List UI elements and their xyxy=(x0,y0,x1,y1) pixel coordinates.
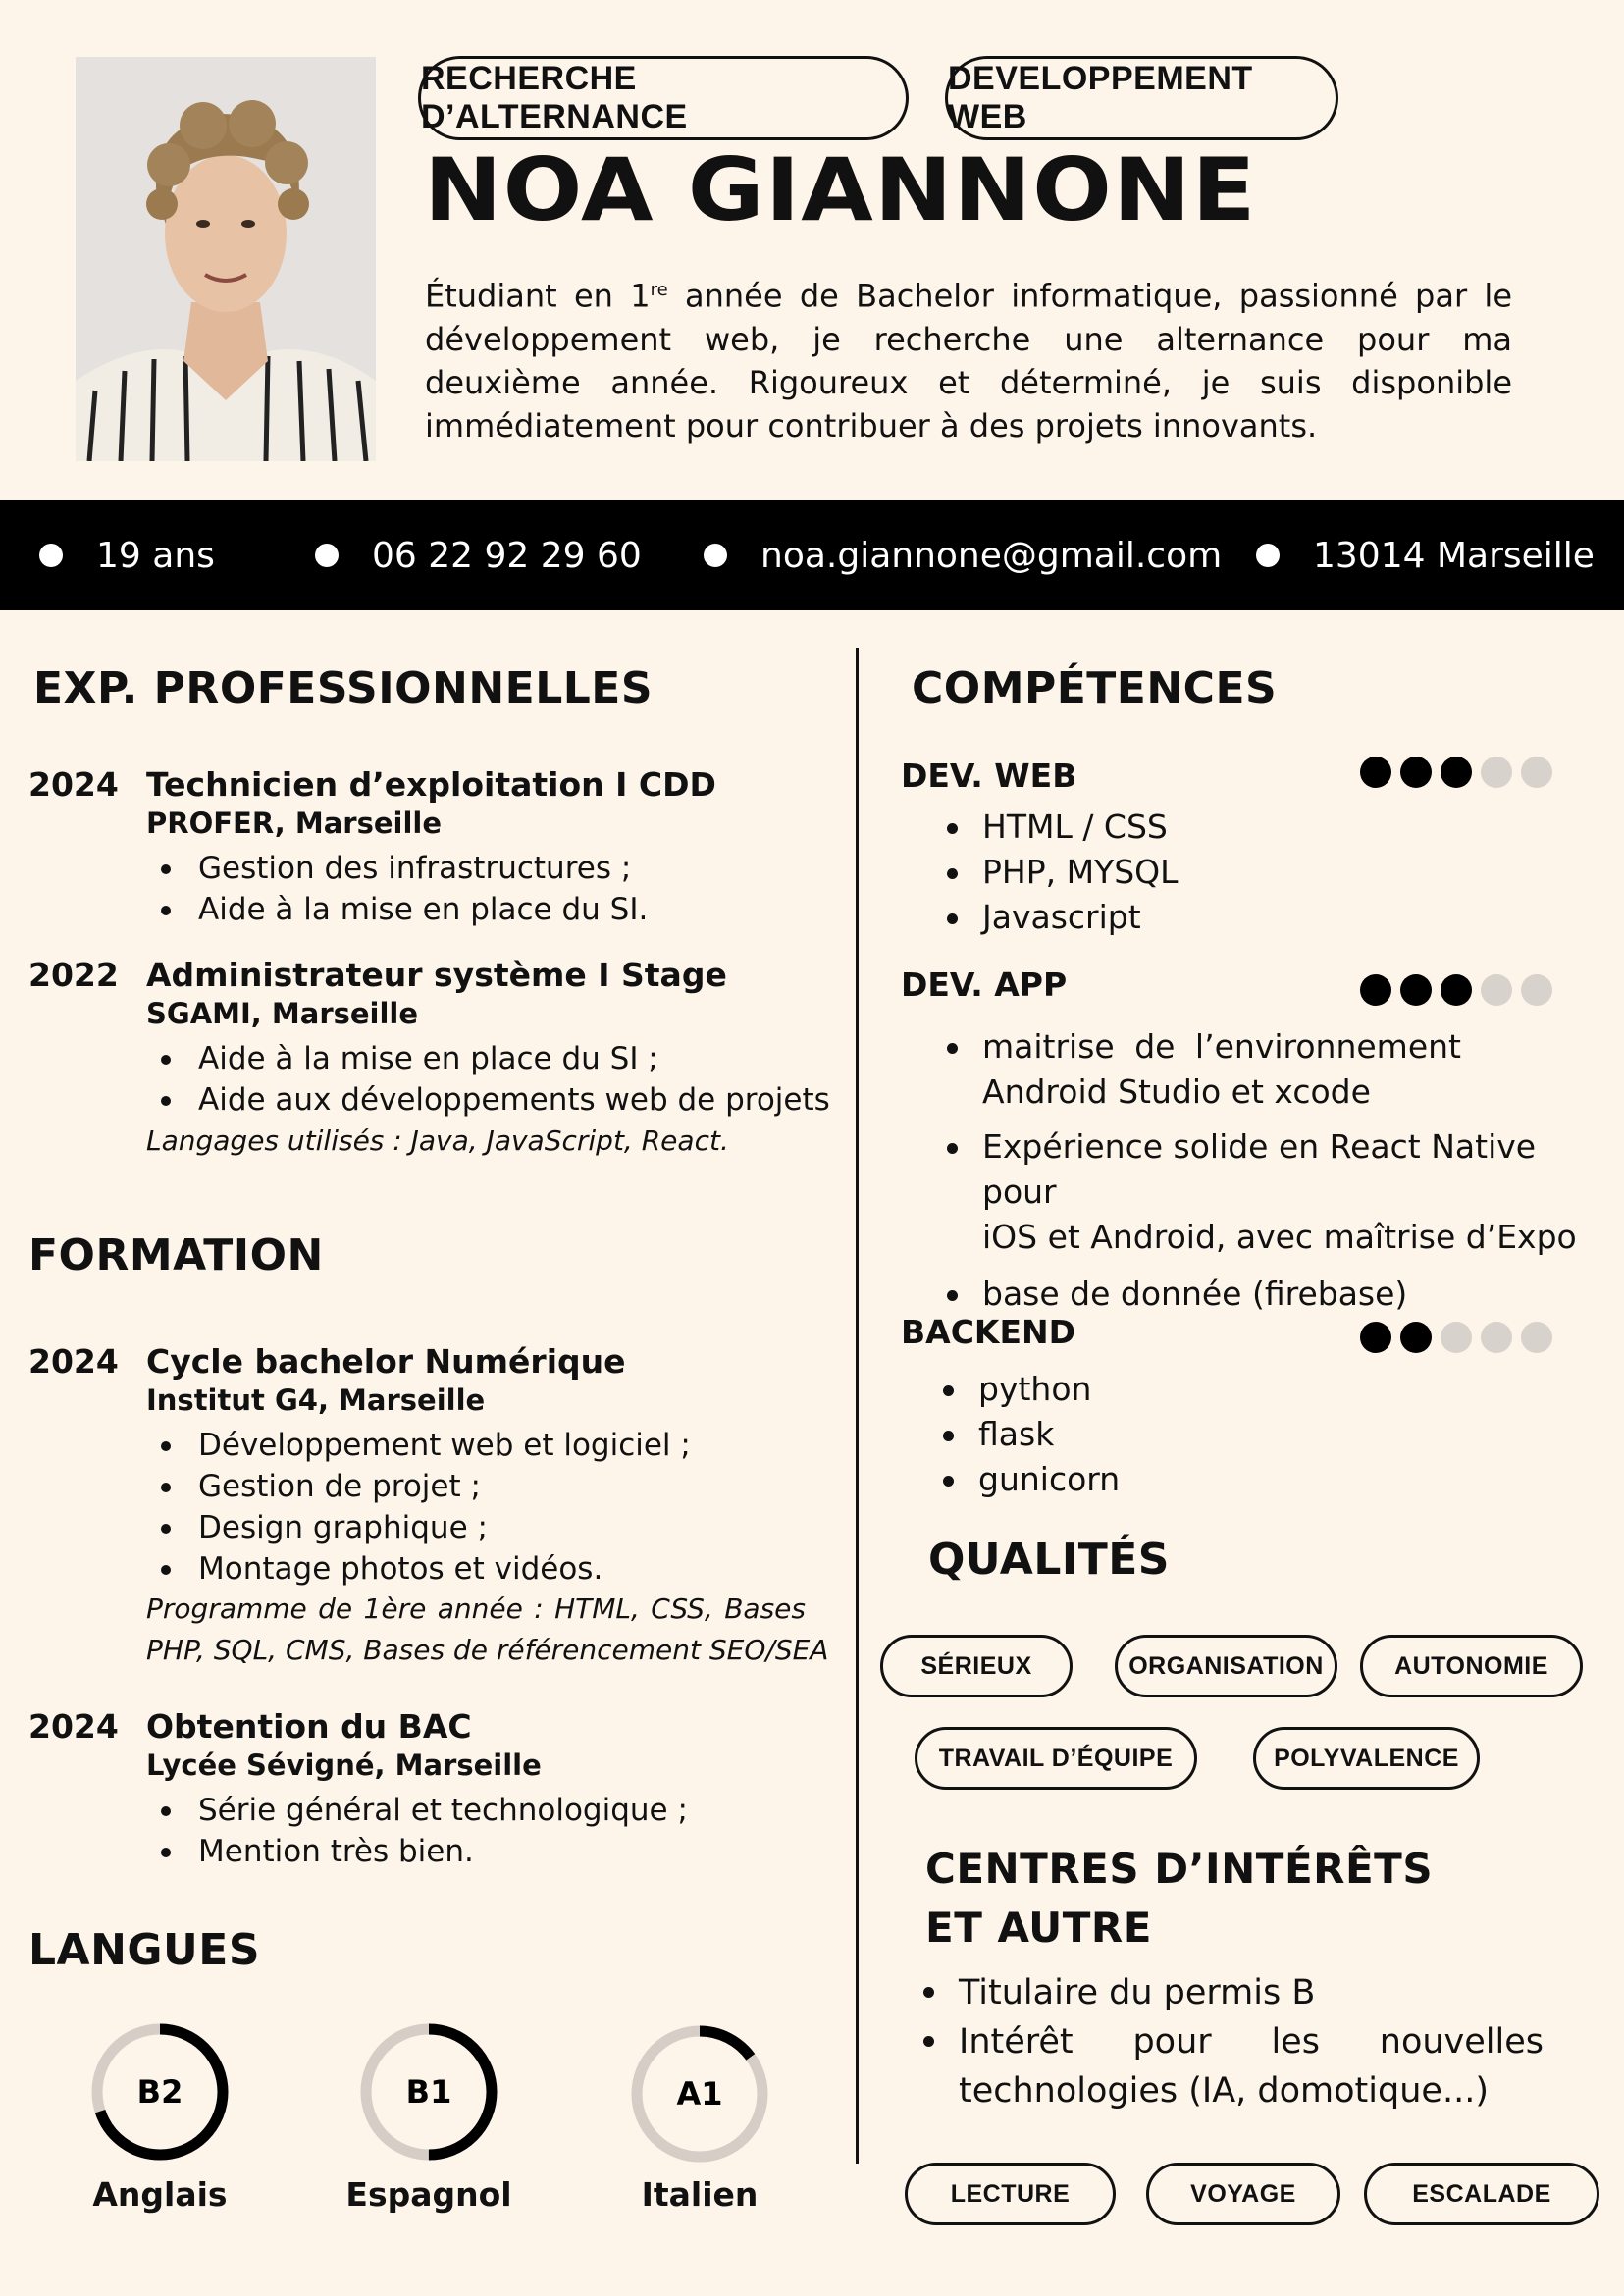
tag-developpement-web: DEVELOPPEMENT WEB xyxy=(945,56,1338,140)
bullet-dot-icon xyxy=(39,544,63,567)
formation-title: Cycle bachelor Numérique xyxy=(146,1342,626,1381)
exp-year: 2024 xyxy=(28,765,119,804)
section-title-qualites: QUALITÉS xyxy=(928,1535,1170,1585)
section-title-formation: FORMATION xyxy=(28,1230,324,1280)
candidate-name: NOA GIANNONE xyxy=(424,139,1257,240)
section-title-competences: COMPÉTENCES xyxy=(912,663,1278,713)
level-dot-filled xyxy=(1400,757,1432,788)
section-title-langues: LANGUES xyxy=(28,1925,261,1975)
language-ring xyxy=(355,2018,502,2166)
formation-note: PHP, SQL, CMS, Bases de référencement SEO/SEA xyxy=(146,1634,829,1666)
exp-note: Langages utilisés : Java, JavaScript, React. xyxy=(146,1124,729,1157)
skill-level-dots xyxy=(1360,974,1552,1006)
skill-list xyxy=(939,1367,1120,1502)
list-item: Titulaire du permis B xyxy=(919,1968,1544,2017)
language-name: Anglais xyxy=(92,2175,228,2214)
contact-phone[interactable]: 06 22 92 29 60 xyxy=(315,500,642,610)
language-gauge xyxy=(86,2018,234,2166)
interest-tag: ESCALADE xyxy=(1364,2163,1599,2225)
bullet-dot-icon xyxy=(1256,544,1280,567)
level-dot-filled xyxy=(1360,757,1391,788)
formation-school: Institut G4, Marseille xyxy=(146,1383,486,1417)
skill-level-dots xyxy=(1360,1322,1552,1353)
column-divider xyxy=(856,648,859,2164)
formation-year: 2024 xyxy=(28,1342,119,1381)
exp-org: SGAMI, Marseille xyxy=(146,997,419,1030)
level-dot-empty xyxy=(1441,1322,1472,1353)
level-dot-empty xyxy=(1521,974,1552,1006)
skill-group-title: BACKEND xyxy=(901,1313,1076,1351)
level-dot-empty xyxy=(1481,974,1512,1006)
level-dot-filled xyxy=(1400,1322,1432,1353)
contact-city: 13014 Marseille xyxy=(1256,500,1595,610)
skill-list xyxy=(943,805,1179,940)
exp-bullets xyxy=(147,1038,830,1121)
level-dot-filled xyxy=(1441,974,1472,1006)
profile-photo xyxy=(76,57,376,461)
level-dot-empty xyxy=(1521,757,1552,788)
quality-tag: POLYVALENCE xyxy=(1253,1727,1480,1790)
level-dot-empty xyxy=(1481,757,1512,788)
formation-year: 2024 xyxy=(28,1707,119,1746)
level-dot-filled xyxy=(1360,1322,1391,1353)
section-title-interets-2: ET AUTRE xyxy=(925,1904,1152,1952)
language-name: Italien xyxy=(641,2175,759,2214)
contact-age: 19 ans xyxy=(39,500,215,610)
contact-email[interactable]: noa.giannone@gmail.com xyxy=(704,500,1222,610)
list-item: python xyxy=(939,1367,1120,1412)
skill-level-dots xyxy=(1360,757,1552,788)
list-item: Expérience solide en React Native pour iOS et Android, avec maîtrise d’Expo xyxy=(943,1124,1610,1260)
language-name: Espagnol xyxy=(345,2175,512,2214)
list-item: gunicorn xyxy=(939,1457,1120,1502)
list-item: Montage photos et vidéos. xyxy=(147,1548,691,1590)
exp-org: PROFER, Marseille xyxy=(146,807,442,840)
tag-alternance: RECHERCHE D’ALTERNANCE xyxy=(418,56,909,140)
section-title-experience: EXP. PROFESSIONNELLES xyxy=(33,663,654,713)
interest-list xyxy=(919,1968,1544,2115)
formation-note: Programme de 1ère année : HTML, CSS, Bases xyxy=(146,1592,806,1625)
list-item: base de donnée (firebase) xyxy=(943,1272,1610,1317)
skill-list xyxy=(943,1024,1610,1317)
list-item: PHP, MYSQL xyxy=(943,850,1179,895)
interest-tag: VOYAGE xyxy=(1146,2163,1340,2225)
language-gauge xyxy=(626,2020,773,2167)
contact-bar xyxy=(0,500,1624,610)
list-item: maitrise de l’environnement Android Studio et xcode xyxy=(943,1024,1610,1115)
formation-title: Obtention du BAC xyxy=(146,1707,472,1746)
list-item: HTML / CSS xyxy=(943,805,1179,850)
quality-tag: SÉRIEUX xyxy=(880,1635,1073,1697)
language-level: A1 xyxy=(676,2075,723,2113)
list-item: Design graphique ; xyxy=(147,1507,691,1548)
skill-group-title: DEV. APP xyxy=(901,965,1068,1004)
level-dot-empty xyxy=(1481,1322,1512,1353)
language-gauge xyxy=(355,2018,502,2166)
language-ring xyxy=(86,2018,234,2166)
list-item: technologies (IA, domotique...) xyxy=(959,2071,1489,2111)
list-item: Développement web et logiciel ; xyxy=(147,1425,691,1466)
quality-tag: TRAVAIL D’ÉQUIPE xyxy=(915,1727,1197,1790)
list-item: Aide à la mise en place du SI. xyxy=(147,889,648,930)
exp-bullets xyxy=(147,848,648,930)
list-item: Aide à la mise en place du SI ; xyxy=(147,1038,830,1079)
level-dot-filled xyxy=(1360,974,1391,1006)
language-level: B2 xyxy=(136,2073,183,2111)
list-item: flask xyxy=(939,1412,1120,1457)
skill-group-title: DEV. WEB xyxy=(901,757,1077,795)
list-item: Aide aux développements web de projets xyxy=(147,1079,830,1121)
level-dot-filled xyxy=(1400,974,1432,1006)
exp-role: Technicien d’exploitation I CDD xyxy=(146,765,716,804)
interest-tag: LECTURE xyxy=(905,2163,1116,2225)
list-item: Série général et technologique ; xyxy=(147,1790,688,1831)
section-title-interets: CENTRES D’INTÉRÊTS xyxy=(925,1845,1434,1893)
quality-tag: AUTONOMIE xyxy=(1360,1635,1583,1697)
exp-role: Administrateur système I Stage xyxy=(146,956,727,994)
level-dot-empty xyxy=(1521,1322,1552,1353)
language-ring xyxy=(626,2020,773,2167)
formation-bullets xyxy=(147,1790,688,1872)
list-item: Mention très bien. xyxy=(147,1831,688,1872)
exp-year: 2022 xyxy=(28,956,119,994)
bullet-dot-icon xyxy=(704,544,727,567)
formation-school: Lycée Sévigné, Marseille xyxy=(146,1748,542,1782)
list-item: Gestion des infrastructures ; xyxy=(147,848,648,889)
bullet-dot-icon xyxy=(315,544,339,567)
intro-text: Étudiant en 1re année de Bachelor informatique, passionné par le développement web, je recherche une alternance pour ma deuxième année. Rigoureux et déterminé, je suis disponible immédiatement pour contribuer à des projets innovants. xyxy=(425,277,1512,444)
language-level: B1 xyxy=(405,2073,452,2111)
level-dot-filled xyxy=(1441,757,1472,788)
list-item: Gestion de projet ; xyxy=(147,1466,691,1507)
formation-bullets xyxy=(147,1425,691,1590)
list-item: Intérêt pour les nouvelles xyxy=(919,2017,1544,2066)
list-item: Javascript xyxy=(943,895,1179,940)
portrait-image xyxy=(76,57,376,461)
quality-tag: ORGANISATION xyxy=(1115,1635,1337,1697)
